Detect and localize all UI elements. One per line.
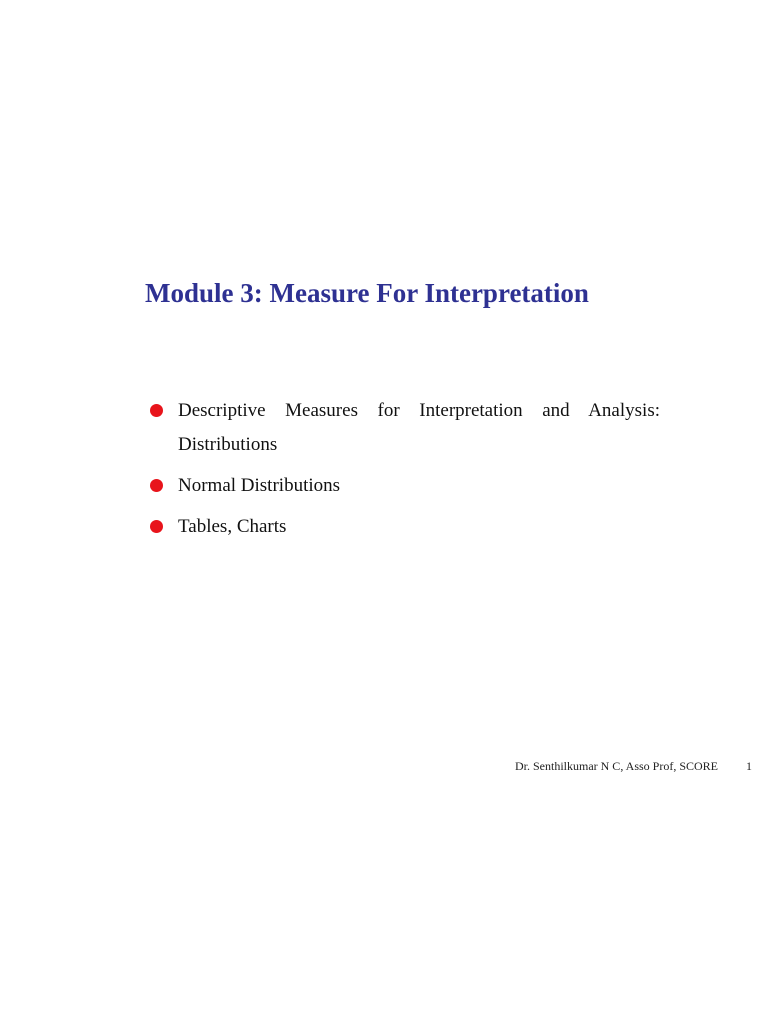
list-item: [148, 469, 660, 503]
list-item: [148, 394, 660, 462]
bullet-text: Descriptive Measures for Interpretation and Analysis: Distributions: [178, 400, 660, 455]
bullet-dot-icon: [150, 404, 163, 417]
slide-title: Module 3: Measure For Interpretation: [145, 278, 589, 308]
page-number: 1: [746, 759, 752, 773]
footer-author: Dr. Senthilkumar N C, Asso Prof, SCORE: [514, 759, 718, 773]
list-item: [148, 510, 660, 544]
bullet-dot-icon: [150, 479, 163, 492]
bullet-list: [148, 394, 660, 551]
bullet-text: Tables, Charts: [178, 516, 287, 537]
bullet-text: Normal Distributions: [178, 475, 341, 496]
slide-footer: [0, 757, 768, 775]
bullet-dot-icon: [150, 520, 163, 533]
